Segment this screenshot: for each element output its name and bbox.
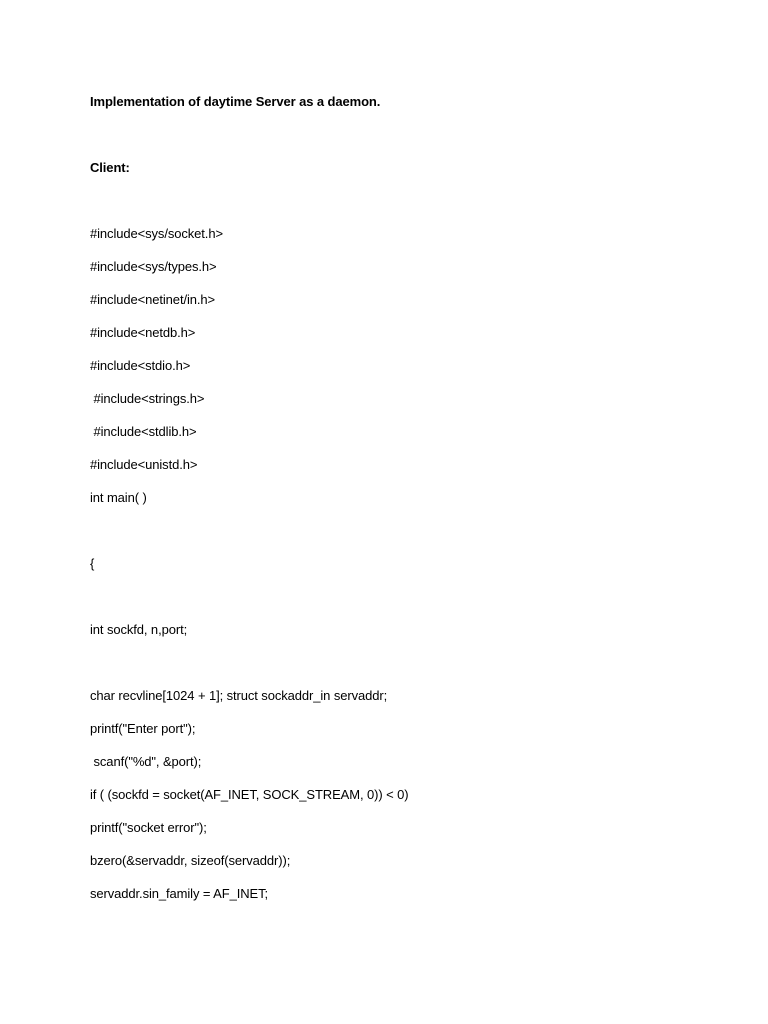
code-line: #include<stdlib.h> <box>90 424 197 439</box>
code-line: #include<strings.h> <box>90 391 205 406</box>
code-line: #include<unistd.h> <box>90 457 198 472</box>
code-line: scanf("%d", &port); <box>90 754 202 769</box>
code-line: #include<sys/types.h> <box>90 259 217 274</box>
code-line: #include<sys/socket.h> <box>90 226 223 241</box>
code-line: printf("socket error"); <box>90 820 207 835</box>
code-line: int main( ) <box>90 490 147 505</box>
document-title: Implementation of daytime Server as a daemon. <box>90 94 381 109</box>
code-line: printf("Enter port"); <box>90 721 196 736</box>
code-line: if ( (sockfd = socket(AF_INET, SOCK_STREAM, 0)) < 0) <box>90 787 409 802</box>
code-line: bzero(&servaddr, sizeof(servaddr)); <box>90 853 291 868</box>
code-line: servaddr.sin_family = AF_INET; <box>90 886 268 901</box>
section-heading-client: Client: <box>90 160 130 175</box>
code-line: #include<stdio.h> <box>90 358 191 373</box>
code-line: #include<netdb.h> <box>90 325 196 340</box>
code-line: { <box>90 556 95 571</box>
code-line: #include<netinet/in.h> <box>90 292 216 307</box>
code-line: char recvline[1024 + 1]; struct sockaddr_in servaddr; <box>90 688 388 703</box>
code-line: int sockfd, n,port; <box>90 622 188 637</box>
